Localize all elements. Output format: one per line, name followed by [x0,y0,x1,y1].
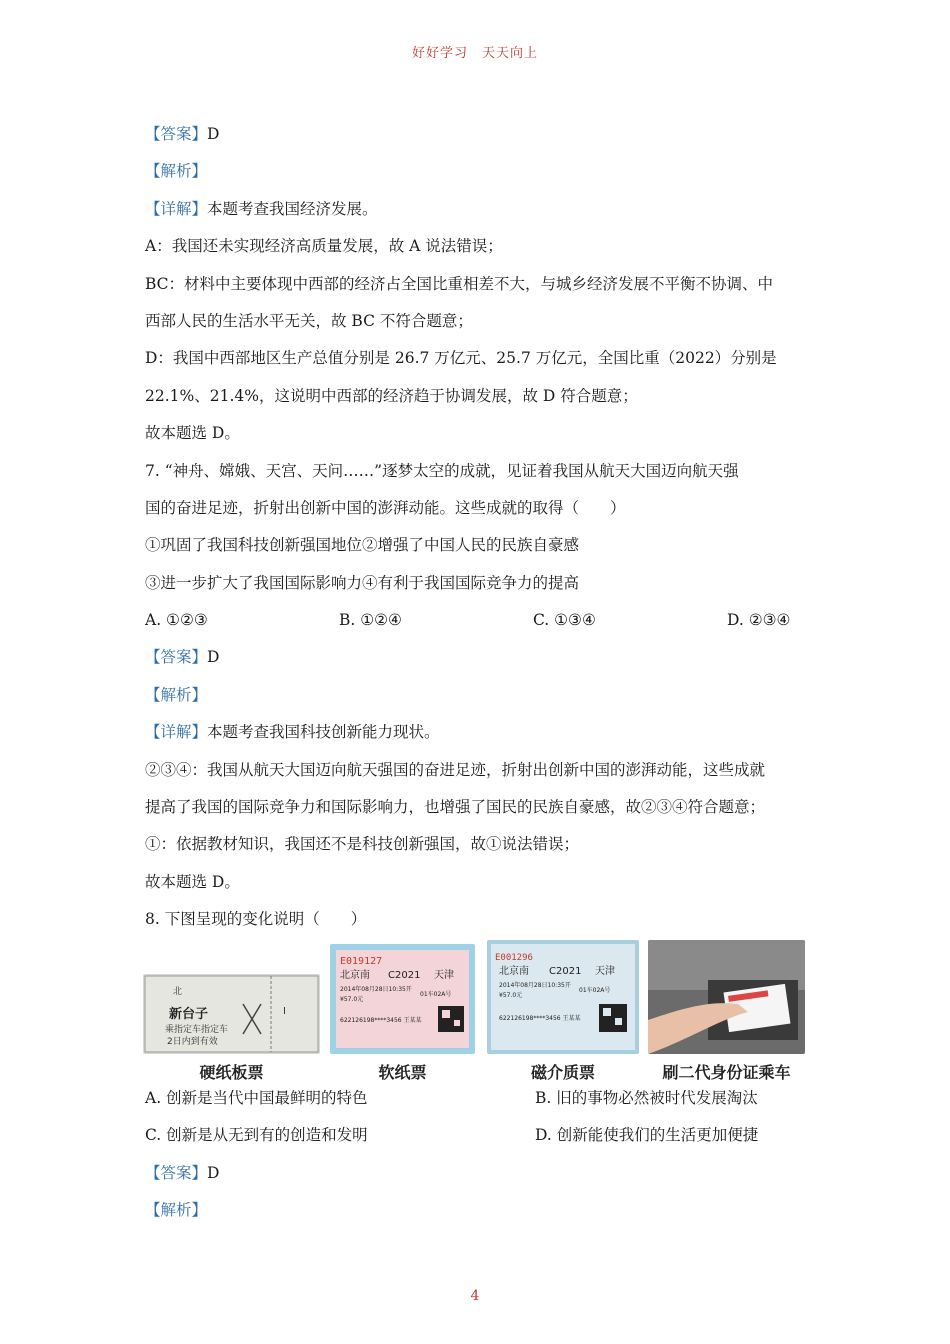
paragraph-line [145,870,810,907]
paragraph-line [145,907,810,944]
svg-text:E019127: E019127 [340,956,383,967]
section-tag: 【解析】 [145,1201,208,1220]
paragraph-line [145,272,810,309]
ticket3-id: 622126198****3456 王某某 [499,1015,581,1022]
q8-section [145,1086,810,1236]
paragraph-line [145,309,810,346]
line-text: 故本题选 D。 [145,424,240,443]
ticket2-train: C2021 [388,970,421,981]
paragraph-line [145,1198,810,1235]
paragraph-line [145,645,810,682]
line-text: D：我国中西部地区生产总值分别是 26.7 万亿元、25.7 万亿元，全国比重（2022）分别是 [145,349,777,368]
line-text: ①巩固了我国科技创新强国地位②增强了中国人民的民族自豪感 [145,536,580,555]
paragraph-line [145,346,810,383]
q8-option-a: A. 创新是当代中国最鲜明的特色 [145,1089,368,1107]
section-tag: 【答案】 [145,1163,208,1182]
line-text: 本题考查我国科技创新能力现状。 [207,723,440,742]
line-text: 8. 下图呈现的变化说明（ ） [145,910,367,929]
ticket2-date: 2014年08月28日10:35开 [340,986,412,993]
line-text: D [207,648,220,667]
section-tag: 【详解】 [145,199,208,218]
magnetic-ticket-image [487,940,639,1054]
line-text: BC：材料中主要体现中西部的经济占全国比重相差不大，与城乡经济发展不平衡不协调、中 [145,274,774,293]
paragraph-line [145,832,810,869]
ticket3-to: 天津 [595,966,615,977]
ticket1-side: 北 [173,987,183,997]
ticket3-date: 2014年08月28日10:35开 [499,982,571,989]
line-text: ②③④：我国从航天大国迈向航天强国的奋进足迹，折射出创新中国的澎湃动能，这些成就 [145,760,766,779]
ticket2-seat: 01车02A号 [420,991,452,998]
q7-option-a: A. ①②③ [145,611,208,630]
line-text: D [207,1163,220,1182]
ticket2-id: 622126198****3456 王某某 [340,1017,422,1024]
line-text: A：我国还未实现经济高质量发展，故 A 说法错误； [145,237,503,256]
paragraph-line [145,122,810,159]
paragraph-line [145,159,810,196]
ticket1-from: 新台子 [169,1007,209,1022]
page-number: 4 [470,1288,480,1304]
caption-id-card: 刷二代身份证乘车 [662,1063,791,1082]
q7-options [145,608,810,645]
caption-magnetic-ticket: 磁介质票 [530,1063,595,1082]
paragraph-line [145,533,810,570]
cardboard-ticket-image [143,974,320,1054]
svg-text:E001296: E001296 [495,953,533,963]
q7-option-d: D. ②③④ [727,611,791,630]
paragraph-line [145,571,810,608]
line-text: 本题考查我国经济发展。 [207,199,378,218]
q8-option-d: D. 创新能使我们的生活更加便捷 [535,1126,759,1145]
ticket3-from: 北京南 [499,966,529,977]
svg-text:I: I [283,1006,286,1017]
q8-options-row-2 [145,1123,810,1160]
section-tag: 【答案】 [145,648,208,667]
line-text: 7. “神舟、嫦娥、天宫、天问……”逐梦太空的成就，见证着我国从航天大国迈向航天强 [145,461,739,480]
caption-paper-ticket: 软纸票 [378,1063,427,1082]
paragraph-line [145,720,810,757]
paragraph-line [145,1161,810,1198]
line-text: 提高了我国的国际竞争力和国际影响力，也增强了国民的民族自豪感，故②③④符合题意； [145,798,766,817]
paragraph-line [145,234,810,271]
id-card-swipe-image [648,940,805,1054]
line-text: ③进一步扩大了我国国际影响力④有利于我国国际竞争力的提高 [145,573,580,592]
q8-option-c: C. 创新是从无到有的创造和发明 [145,1126,368,1145]
q7-option-b: B. ①②④ [339,611,402,630]
section-tag: 【解析】 [145,162,208,181]
ticket-images [143,940,808,1085]
caption-cardboard-ticket: 硬纸板票 [199,1063,264,1082]
line-text: ①：依据教材知识，我国还不是科技创新强国，故①说法错误； [145,835,580,854]
line-text: 22.1%、21.4%，这说明中西部的经济趋于协调发展，故 D 符合题意； [145,386,638,405]
paper-ticket-image [330,944,475,1054]
paragraph-line [145,683,810,720]
header-left: 好好学习 [411,46,468,61]
paragraph-line [145,384,810,421]
ticket2-price: ¥57.0元 [340,996,364,1003]
q8-options-row-1 [145,1086,810,1123]
ticket2-to: 天津 [434,970,454,981]
ticket3-price: ¥57.0元 [499,992,523,999]
paragraph-line [145,795,810,832]
section-tag: 【详解】 [145,723,208,742]
q7-option-c: C. ①③④ [533,611,596,630]
ticket3-train: C2021 [549,966,582,977]
document-body [145,122,810,945]
section-tag: 【答案】 [145,125,208,143]
paragraph-line [145,197,810,234]
section-tag: 【解析】 [145,685,208,704]
line-text: 故本题选 D。 [145,872,240,891]
ticket1-note1: 乘指定车指定车 [165,1025,229,1035]
paragraph-line [145,496,810,533]
page-header [0,42,950,61]
line-text: 西部人民的生活水平无关，故 BC 不符合题意； [145,311,473,330]
paragraph-line [145,459,810,496]
line-text: 国的奋进足迹，折射出创新中国的澎湃动能。这些成就的取得（ ） [145,498,626,517]
q8-option-b: B. 旧的事物必然被时代发展淘汰 [535,1089,758,1107]
ticket3-seat: 01车02A号 [579,987,611,994]
paragraph-line [145,758,810,795]
ticket2-from: 北京南 [340,970,370,981]
paragraph-line [145,421,810,458]
ticket1-note2: 2日内到有效 [167,1037,218,1047]
line-text: D [207,125,220,143]
header-right: 天天向上 [482,46,539,61]
